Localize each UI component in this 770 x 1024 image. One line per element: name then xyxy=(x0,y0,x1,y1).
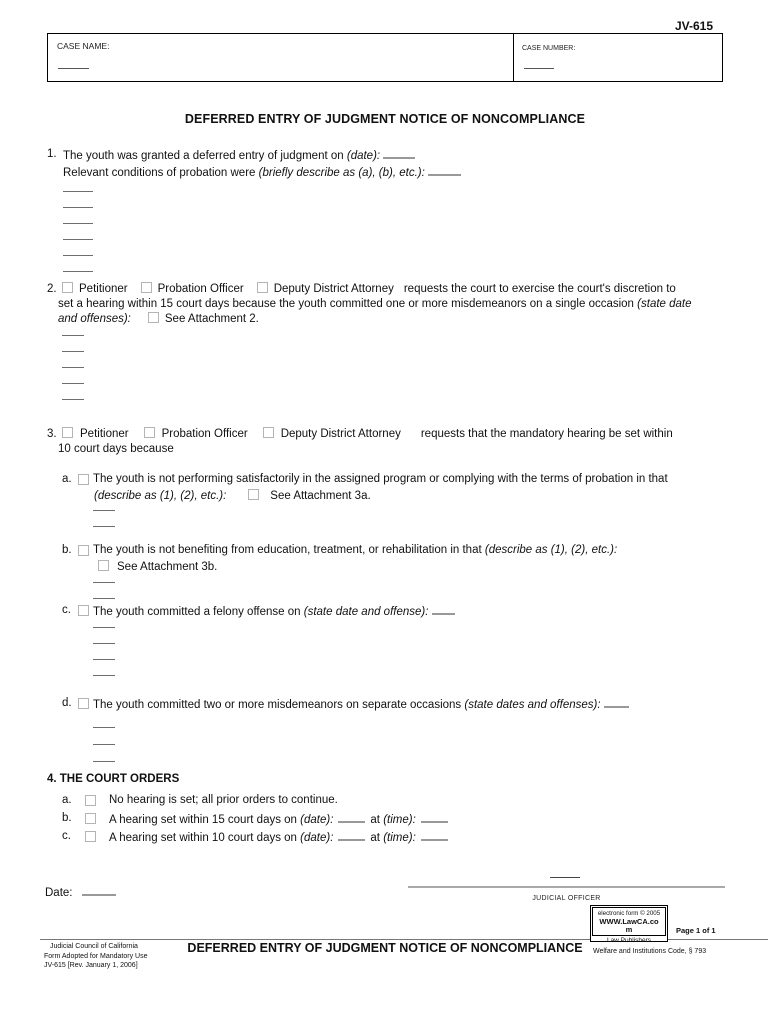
footer-title: DEFERRED ENTRY OF JUDGMENT NOTICE OF NONCOMPLIANCE xyxy=(187,941,583,955)
date-hint: (date): xyxy=(346,150,381,162)
item-4a-checkbox[interactable] xyxy=(85,795,96,806)
item-2-deputy-da-checkbox[interactable] xyxy=(257,282,268,293)
item-3b-letter: b. xyxy=(62,544,72,556)
item-3-probation-officer-checkbox[interactable] xyxy=(144,427,155,438)
item-2-petitioner-label: Petitioner xyxy=(79,283,128,295)
item-4b-text: A hearing set within 15 court days on (date): at (time): xyxy=(109,811,453,828)
date-row xyxy=(45,884,116,901)
stamp-electronic-form: electronic form © 2005 xyxy=(597,910,661,917)
item-2-deputy-da-label: Deputy District Attorney xyxy=(273,283,394,295)
item-3-number: 3. xyxy=(47,428,57,440)
item-2-write-line[interactable] xyxy=(62,352,84,368)
item-4b-date-blank[interactable] xyxy=(338,811,365,823)
item-4a xyxy=(62,793,723,808)
item-3d-write-line[interactable] xyxy=(93,728,115,745)
footer-council: Judicial Council of California xyxy=(50,943,138,950)
footer-revision: JV-615 [Rev. January 1, 2006] xyxy=(44,962,138,969)
item-4c-checkbox[interactable] xyxy=(85,831,96,842)
judicial-officer-label: JUDICIAL OFFICER xyxy=(532,895,601,902)
item-3c-write-line[interactable] xyxy=(93,660,115,676)
item-3c-write-line[interactable] xyxy=(93,644,115,660)
item-3-petitioner-row xyxy=(62,427,723,442)
form-number: JV-615 xyxy=(674,19,713,33)
case-name-label: CASE NAME: xyxy=(57,41,110,51)
item-4b xyxy=(62,811,723,828)
item-2-write-line[interactable] xyxy=(62,384,84,400)
page-number: Page 1 of 1 xyxy=(676,926,716,935)
item-2-write-line[interactable] xyxy=(62,368,84,384)
judicial-officer-signature-line[interactable] xyxy=(408,886,725,888)
item-2-write-line[interactable] xyxy=(62,336,84,352)
item-4c-time-blank[interactable] xyxy=(421,829,448,841)
date-label: Date: xyxy=(45,887,73,899)
item-3-line-2: 10 court days because xyxy=(58,443,174,455)
item-1-write-line[interactable] xyxy=(63,208,93,224)
item-1-write-line[interactable] xyxy=(63,256,93,272)
item-4a-text: No hearing is set; all prior orders to continue. xyxy=(109,794,338,806)
signature-short-line[interactable] xyxy=(550,877,580,878)
item-4c xyxy=(62,829,723,846)
item-3c-letter: c. xyxy=(62,604,71,616)
case-name-input-line[interactable] xyxy=(58,68,89,69)
footer-adopted: Form Adopted for Mandatory Use xyxy=(44,952,148,960)
item-4b-letter: b. xyxy=(62,812,72,824)
item-3-deputy-da-label: Deputy District Attorney xyxy=(280,428,401,440)
item-4c-text: A hearing set within 10 court days on (date): at (time): xyxy=(109,829,453,846)
item-3b-write-line[interactable] xyxy=(93,575,115,583)
item-4a-letter: a. xyxy=(62,794,72,806)
case-number-input-line[interactable] xyxy=(524,68,554,69)
publisher-stamp xyxy=(590,905,668,942)
item-3a-write-line[interactable] xyxy=(93,504,115,511)
item-3-deputy-da-checkbox[interactable] xyxy=(263,427,274,438)
item-3-request-text: requests that the mandatory hearing be set within xyxy=(420,428,673,440)
item-4c-date-blank[interactable] xyxy=(338,829,365,841)
publisher-stamp-inner xyxy=(592,907,666,936)
item-3c-write-line[interactable] xyxy=(93,620,115,628)
item-1-line-1: The youth was granted a deferred entry of judgment on (date): xyxy=(63,147,723,164)
item-3-probation-officer-label: Probation Officer xyxy=(161,428,248,440)
item-3c-text: The youth committed a felony offense on (state date and offense): xyxy=(93,603,455,620)
item-2-probation-officer-checkbox[interactable] xyxy=(141,282,152,293)
case-number-label: CASE NUMBER: xyxy=(522,45,576,52)
item-4-heading: 4. THE COURT ORDERS xyxy=(47,773,180,785)
item-3 xyxy=(47,427,723,457)
describe-hint: (briefly describe as (a), (b), etc.): xyxy=(258,167,425,179)
item-1-line-2: Relevant conditions of probation were (briefly describe as (a), (b), etc.): xyxy=(63,164,723,181)
item-3-petitioner-label: Petitioner xyxy=(80,428,129,440)
item-2-write-line[interactable] xyxy=(62,327,84,336)
item-2-petitioner-checkbox[interactable] xyxy=(62,282,73,293)
item-1-write-line[interactable] xyxy=(63,240,93,256)
item-4b-checkbox[interactable] xyxy=(85,813,96,824)
item-3a-attachment-label: See Attachment 3a. xyxy=(270,490,371,502)
stamp-law-publishers: Law Publishers xyxy=(606,937,652,944)
item-4b-time-blank[interactable] xyxy=(421,811,448,823)
item-1-write-line[interactable] xyxy=(63,224,93,240)
item-3d-checkbox[interactable] xyxy=(78,698,89,709)
item-3d-letter: d. xyxy=(62,697,72,709)
item-2-attachment-label: See Attachment 2. xyxy=(164,313,259,325)
item-2-probation-officer-label: Probation Officer xyxy=(157,283,244,295)
item-1-write-line[interactable] xyxy=(63,192,93,208)
item-3c-checkbox[interactable] xyxy=(78,605,89,616)
case-header-box xyxy=(47,33,723,82)
item-3b-line-2 xyxy=(93,558,617,575)
item-4c-letter: c. xyxy=(62,830,71,842)
item-2-attachment-checkbox[interactable] xyxy=(148,312,159,323)
item-3a-text: The youth is not performing satisfactorily in the assigned program or complying with the terms of probation in that xyxy=(93,473,668,485)
item-2-request-text: requests the court to exercise the court's discretion to xyxy=(403,283,676,295)
item-2-line-2: set a hearing within 15 court days because the youth committed one or more misdemeanors on a single occasion (state date xyxy=(58,298,692,310)
item-3a-letter: a. xyxy=(62,473,72,485)
item-3b-write-line[interactable] xyxy=(93,583,115,599)
date-blank[interactable] xyxy=(82,884,116,896)
item-3b-text: The youth is not benefiting from education, treatment, or rehabilitation in that (describe as (1), (2), etc.): xyxy=(93,544,618,556)
item-3a-write-line[interactable] xyxy=(93,511,115,527)
item-1-date-blank[interactable] xyxy=(383,147,415,159)
case-box-divider xyxy=(513,34,514,81)
item-2-number: 2. xyxy=(47,283,57,295)
item-3c-write-line[interactable] xyxy=(93,628,115,644)
item-3b-checkbox[interactable] xyxy=(78,545,89,556)
item-1-conditions-blank[interactable] xyxy=(428,164,461,176)
item-1 xyxy=(47,147,723,272)
item-3a-attachment-checkbox[interactable] xyxy=(248,489,259,500)
item-3c xyxy=(62,603,723,676)
item-3d-write-line[interactable] xyxy=(93,713,115,728)
item-3d-text: The youth committed two or more misdemeanors on separate occasions (state dates and offenses): xyxy=(93,696,629,713)
item-2-line-3: and offenses): See Attachment 2. xyxy=(58,313,259,325)
item-2 xyxy=(47,282,723,400)
item-3c-offense-blank[interactable] xyxy=(432,603,455,615)
item-3d xyxy=(62,696,723,762)
item-3-petitioner-checkbox[interactable] xyxy=(62,427,73,438)
form-title: DEFERRED ENTRY OF JUDGMENT NOTICE OF NONCOMPLIANCE xyxy=(184,112,586,126)
item-3a-line-2: (describe as (1), (2), etc.): See Attachment 3a. xyxy=(94,490,371,502)
item-2-petitioner-row xyxy=(62,282,723,297)
item-3b-attachment-label: See Attachment 3b. xyxy=(117,561,218,573)
stamp-url: WWW.LawCA.com xyxy=(599,917,659,934)
item-3a xyxy=(62,472,723,527)
item-3d-offenses-blank[interactable] xyxy=(604,696,629,708)
item-3b xyxy=(62,543,723,599)
item-1-number: 1. xyxy=(47,148,57,160)
item-1-write-line[interactable] xyxy=(63,181,93,192)
item-3b-attachment-checkbox[interactable] xyxy=(98,560,109,571)
item-3d-write-line[interactable] xyxy=(93,745,115,762)
footer-statute: Welfare and Institutions Code, § 793 xyxy=(593,948,707,955)
item-3a-checkbox[interactable] xyxy=(78,474,89,485)
